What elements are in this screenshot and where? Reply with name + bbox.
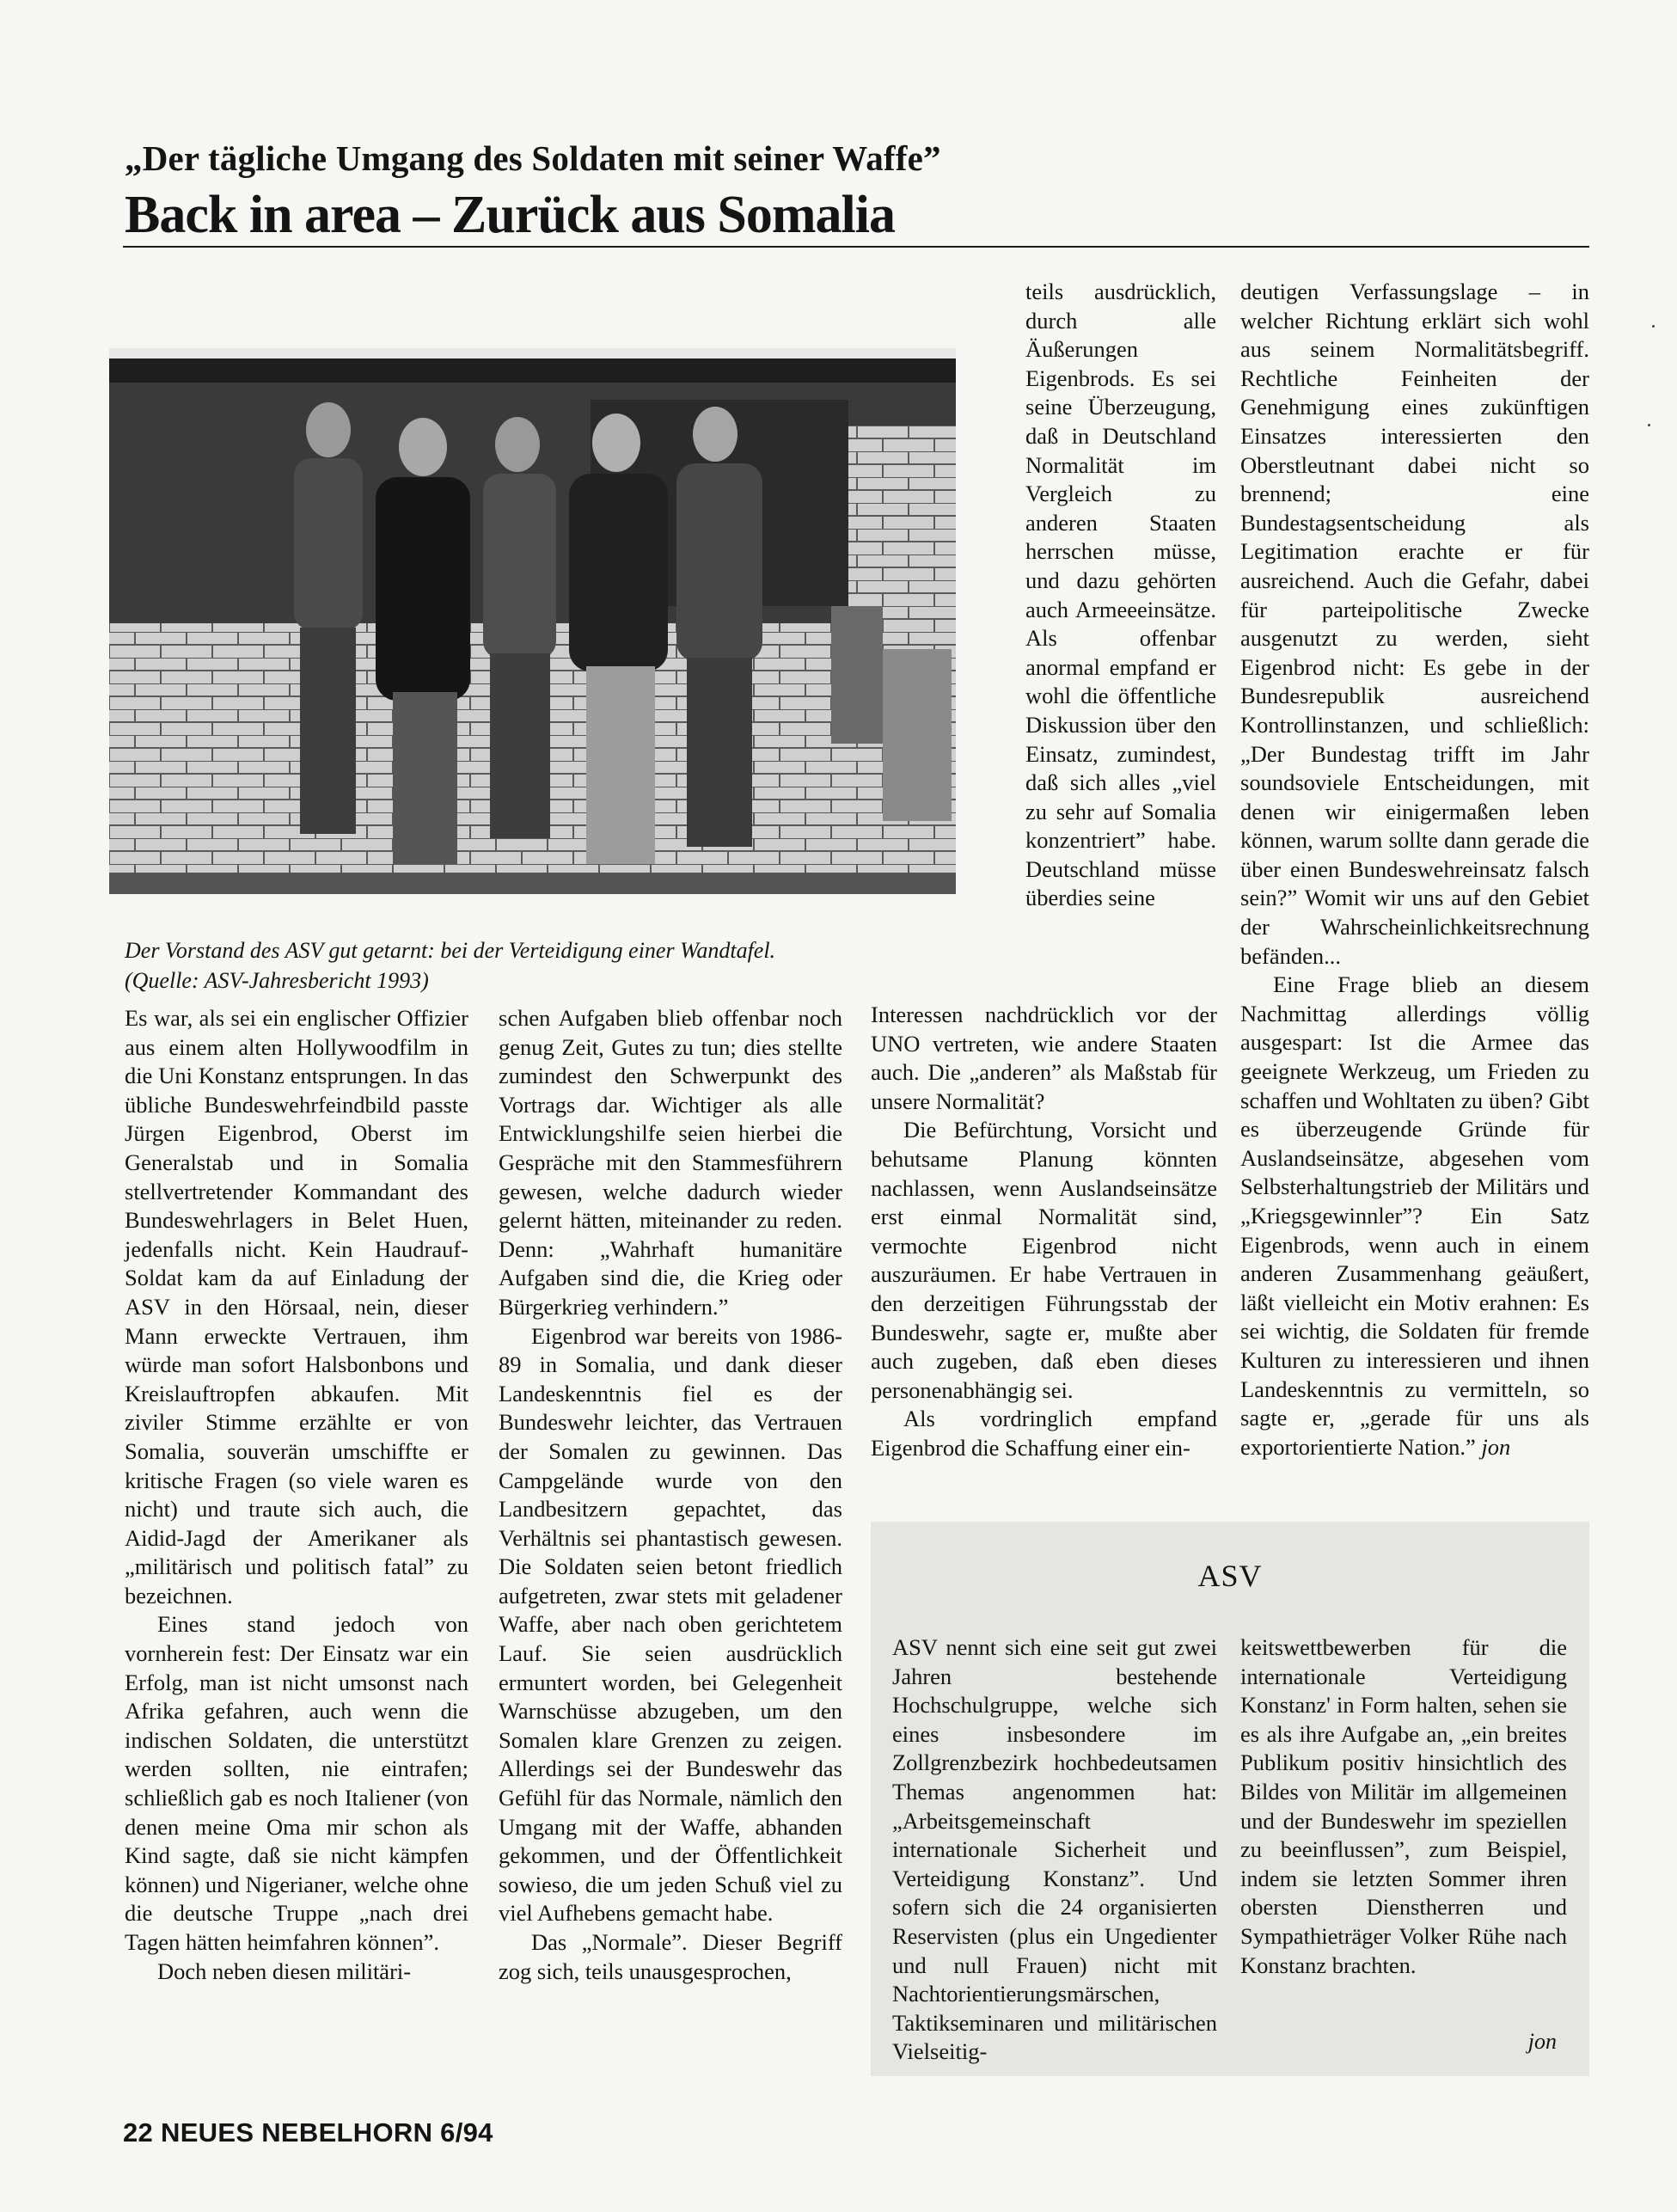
paragraph: Die Befürchtung, Vorsicht und behutsame Planung könnten nachlassen, wenn Auslandseinsätze erst einmal Normalität sind, vermochte Eigenbrod nicht auszuräumen. Er habe Vertrauen in den derzeitigen Führungsstab der Bundeswehr, sagte er, mußte aber auch zugeben, daß eben dieses personenabhängig sei. <box>871 1117 1217 1403</box>
sidebar-column-2 <box>1240 1633 1567 1980</box>
article-kicker: „Der tägliche Umgang des Soldaten mit seiner Waffe” <box>125 138 941 178</box>
group-photo <box>109 348 956 894</box>
paragraph: Als vordringlich empfand Eigenbrod die Schaffung einer ein- <box>871 1406 1217 1461</box>
article-headline: Back in area – Zurück aus Somalia <box>125 186 896 244</box>
paragraph: Eines stand jedoch von vornherein fest: Der Einsatz war ein Erfolg, man ist nicht umsonst nach Afrika gefahren, auch wenn die indischen Soldaten, die unterstützt werden sollten, nie eintrafen; schließlich gab es noch Italiener (von denen meine Oma mir schon als Kind sagte, daß sie nicht kämpfen können) und Nigerianer, welche ohne die deutsche Truppe „nach drei Tagen hätten heimfahren können”. <box>125 1611 468 1955</box>
paragraph: Interessen nachdrücklich vor der UNO vertreten, wie andere Staaten auch. Die „anderen” als Maßstab für unsere Normalität? <box>871 1002 1217 1114</box>
article-column-3-top <box>1025 278 1216 913</box>
paragraph <box>1240 971 1589 1461</box>
page-footer <box>123 2117 493 2148</box>
paragraph: Doch neben diesen militäri- <box>157 1958 412 1984</box>
paragraph: Es war, als sei ein englischer Offizier aus einem alten Hollywoodfilm in die Uni Konstanz entsprungen. In das übliche Bundeswehrfeindbild passte Jürgen Eigenbrod, Oberst im Generalstab und in Somalia stellvertretender Kommandant des Bundeswehrlagers in Belet Huen, jedenfalls nicht. Kein Haudrauf-Soldat kam da auf Einladung der ASV in den Hörsaal, nein, dieser Mann erweckte Vertrauen, ihm würde man sofort Halsbonbons und Kreislauftropfen abkaufen. Mit ziviler Stimme erzählte er von Somalia, souverän umschiffte er kritische Fragen (so viele waren es nicht) und traute sich auch, die Aidid-Jagd der Amerikaner als „militärisch und politisch fatal” zu bezeichnen. <box>125 1005 468 1608</box>
scan-speck <box>1652 325 1655 328</box>
paragraph: keitswettbewerben für die internationale Verteidigung Konstanz' in Form halten, sehen sie es als ihre Aufgabe an, „ein breites Publikum positiv hinsichtlich des Bildes von Militär im allgemeinen und der Bundeswehr im speziellen zu beeinflussen”, zum Beispiel, indem sie letzten Sommer ihren obersten Dienstherren und Sympathieträger Volker Rühe nach Konstanz brachten. <box>1240 1634 1567 1978</box>
paragraph: Das „Normale”. Dieser Begriff zog sich, teils unausgesprochen, <box>499 1929 842 1984</box>
headline-rule <box>123 246 1589 248</box>
paragraph: schen Aufgaben blieb offenbar noch genug Zeit, Gutes zu tun; dies stellte zumindest den Schwerpunkt des Vortrags dar. Wichtiger als alle Entwicklungshilfe seien hierbei die Gespräche mit den Stammesführern gewesen, welche dadurch wieder gelernt hätten, miteinander zu reden. Denn: „Wahrhaft humanitäre Aufgaben sind die, die Krieg oder Bürgerkrieg verhindern.” <box>499 1005 842 1320</box>
sidebar-signature: jon <box>1527 2029 1557 2054</box>
sidebar-column-1 <box>892 1633 1217 2067</box>
magazine-name: NEUES NEBELHORN 6/94 <box>161 2117 493 2148</box>
author-signature: jon <box>1481 1433 1511 1460</box>
photo-caption <box>125 935 984 996</box>
paragraph: ASV nennt sich eine seit gut zwei Jahren bestehende Hochschulgruppe, welche sich eines insbesondere im Zollgrenzbezirk hochbedeutsamen Themas angenommen hat: „Arbeitsgemeinschaft internationale Sicherheit und Verteidigung Konstanz”. Und sofern sich die 24 organisierten Reservisten (plus ein Ungedienter und null Frauen) nicht mit Nachtorientierungsmärschen, Taktikseminaren und militärischen Vielseitig- <box>892 1634 1217 2065</box>
paragraph: teils ausdrücklich, durch alle Äußerungen Eigenbrods. Es sei seine Überzeugung, daß in Deutschland Normalität im Vergleich zu anderen Staaten herrschen müsse, und dazu gehörten auch Armeeeinsätze. Als offenbar anormal empfand er wohl die öffentliche Diskussion über den Einsatz, zumindest, daß sich alles „viel zu sehr auf Somalia konzentriert” habe. Deutschland müsse überdies seine <box>1025 279 1216 911</box>
scan-speck <box>1648 424 1650 426</box>
caption-line-2: (Quelle: ASV-Jahresbericht 1993) <box>125 968 429 993</box>
asv-sidebar-box <box>871 1522 1589 2076</box>
article-column-2 <box>499 1004 842 1986</box>
paragraph: deutigen Verfassungslage – in welcher Richtung erklärt sich wohl aus seinem Normalitätsbegriff. Rechtliche Feinheiten der Genehmigung eines zukünftigen Einsatzes interessierten den Oberstleutnant dabei nicht so brennend; eine Bundestagsentscheidung als Legitimation erachte er für ausreichend. Auch die Gefahr, dabei für parteipolitische Zwecke ausgenutzt zu werden, sieht Eigenbrod nicht: Es gebe in der Bundesrepublik ausreichend Kontrollinstanzen, und schließlich: „Der Bundestag trifft im Jahr soundsoviele Entscheidungen, mit denen wir einigermaßen leben können, warum sollte dann gerade die über einen Bundeswehreinsatz falsch sein?” Womit wir uns auf den Gebiet der Wahrscheinlichkeitsrechnung befänden... <box>1240 279 1589 969</box>
article-column-3-bottom <box>871 1001 1217 1463</box>
paragraph: Eigenbrod war bereits von 1986-89 in Somalia, und dank dieser Landeskenntnis fiel es der Bundeswehr leichter, das Vertrauen der Somalen zu gewinnen. Das Campgelände wurde von den Landbesitzern gepachtet, das Verhältnis sei phantastisch gewesen. Die Soldaten seien betont friedlich aufgetreten, zwar stets mit geladener Waffe, aber nach oben gerichtetem Lauf. Sie seien ausdrücklich ermuntert worden, bei Gelegenheit Warnschüsse abzugeben, um den Somalen klare Grenzen zu zeigen. Allerdings sei der Bundeswehr das Gefühl für das Normale, nämlich den Umgang mit der Waffe, abhanden gekommen, und der Öffentlichkeit sowieso, die um jeden Schuß viel zu viel Aufhebens gemacht habe. <box>499 1322 842 1927</box>
caption-line-1: Der Vorstand des ASV gut getarnt: bei der Verteidigung einer Wandtafel. <box>125 938 776 963</box>
article-column-1 <box>125 1004 468 1986</box>
sidebar-title: ASV <box>1197 1559 1263 1593</box>
paragraph-text: Eine Frage blieb an diesem Nachmittag allerdings völlig ausgespart: Ist die Armee das geeignete Werkzeug, um Frieden zu schaffen und Wohltaten zu üben? Gibt es überzeugende Gründe für Auslandseinsätze, abgesehen vom Selbsterhaltungstrieb der Militärs und „Kriegsgewinnler”? Ein Satz Eigenbrods, wenn auch in einem anderen Zusammenhang geäußert, läßt vielleicht ein Motiv erahnen: Es sei wichtig, die Soldaten für fremde Kulturen zu interessieren und ihnen Landeskenntnis zu vermitteln, so sagte er, „gerade für uns als exportorientierte Nation.” <box>1240 971 1589 1460</box>
page-number: 22 <box>123 2117 154 2148</box>
article-column-4 <box>1240 278 1589 1461</box>
